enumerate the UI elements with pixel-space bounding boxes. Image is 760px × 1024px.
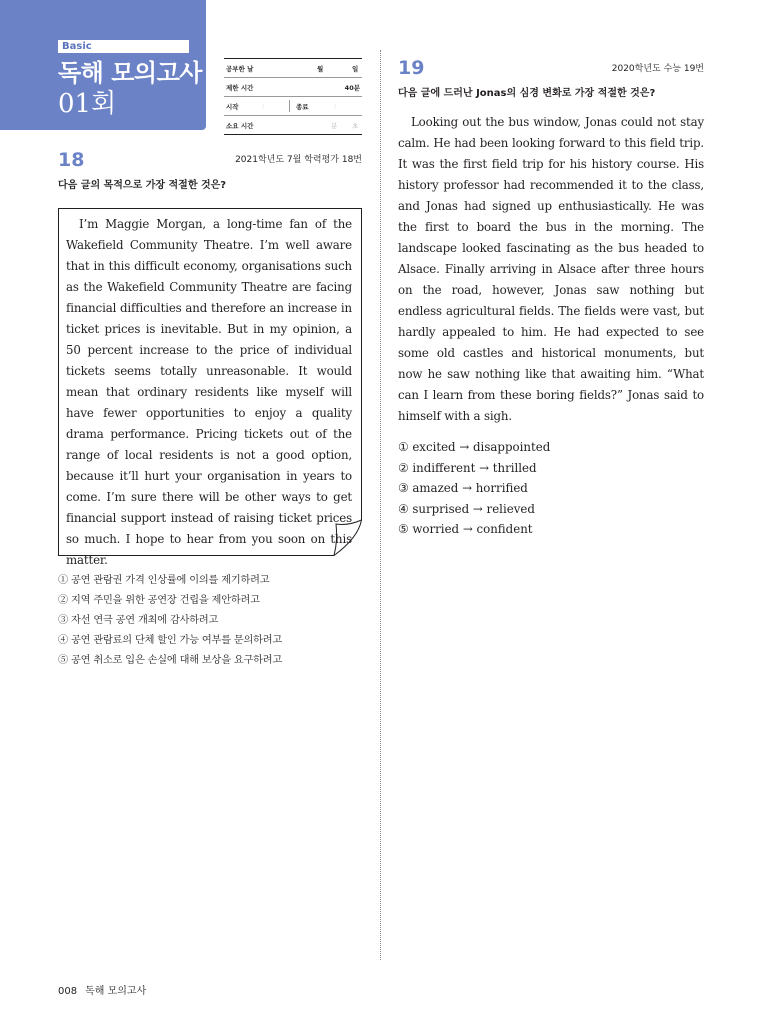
column-divider [380, 50, 381, 960]
question-18-choices [58, 571, 358, 671]
question-19-choice-3[interactable]: ③ amazed → horrified [398, 481, 528, 495]
elapsed-sec: 초 [352, 121, 359, 130]
question-18-source: 2021학년도 7월 학력평가 18번 [235, 155, 362, 165]
question-18-number: 18 [58, 149, 85, 171]
day-label: 일 [352, 64, 359, 73]
question-19-passage [398, 112, 704, 427]
level-tag: Basic [58, 40, 189, 53]
elapsed-min: 분 [331, 121, 338, 130]
question-19-choices [398, 437, 698, 540]
footer-label: 독해 모의고사 [85, 986, 147, 997]
elapsed-label: 소요 시간 [226, 121, 254, 130]
book-title: 독해 모의고사 [58, 59, 202, 87]
page-number: 008 [58, 986, 78, 997]
question-19-number: 19 [398, 57, 425, 79]
question-18-prompt: 다음 글의 목적으로 가장 적절한 것은? [58, 180, 227, 191]
study-date-label: 공부한 날 [226, 64, 254, 73]
start-label: 시작 [226, 102, 239, 111]
question-18-choice-4[interactable]: ④ 공연 관람료의 단체 할인 가능 여부를 문의하려고 [58, 635, 283, 646]
time-limit-label: 제한 시간 [226, 83, 254, 92]
start-colon: : [262, 102, 265, 110]
question-18-passage-box [58, 208, 362, 567]
study-record-table [224, 58, 362, 135]
start-end-divider [289, 100, 290, 112]
question-19-passage-text: Looking out the bus window, Jonas could not stay calm. He had been looking forward to this field trip. It was the first field trip for his history course. His history professor had recommended it to the class, and Jonas had signed up enthusiastically. He was the first to board the bus in the morning. The landscape looked fascinating as the bus headed to Alsace. Finally arriving in Alsace after three hours on the road, however, Jonas saw nothing but endless agricultural fields. The fields were vast, but hardly appealed to him. He had expected to see some old castles and historical monuments, but now he saw nothing like that awaiting him. “What can I learn from these boring fields?” Jonas said to himself with a sigh. [398, 115, 704, 423]
question-18-choice-3[interactable]: ③ 자선 연극 공연 개최에 감사하려고 [58, 615, 219, 626]
end-colon: : [334, 102, 337, 110]
question-18-passage-text: I’m Maggie Morgan, a long-time fan of the Wakefield Community Theatre. I’m well aware that in this difficult economy, organisations such as the Wakefield Community Theatre are facing financial difficulties and therefore an increase in ticket prices is inevitable. But in my opinion, a 50 percent increase to the price of individual tickets seems totally unreasonable. It would mean that ordinary residents like myself will have fewer opportunities to enjoy a quality drama performance. Pricing tickets out of the range of local residents is not a good option, because it’ll hurt your organisation in years to come. I’m sure there will be other ways to get financial support instead of raising ticket prices so much. I hope to hear from you soon on this matter. [66, 217, 352, 567]
question-19-choice-2[interactable]: ② indifferent → thrilled [398, 460, 537, 475]
question-19-choice-4[interactable]: ④ surprised → relieved [398, 501, 535, 516]
page-footer [58, 982, 146, 997]
header-banner [0, 0, 206, 130]
question-19-prompt: 다음 글에 드러난 Jonas의 심경 변화로 가장 적절한 것은? [398, 88, 656, 99]
end-label: 종료 [296, 102, 309, 111]
time-limit-value: 40분 [344, 83, 360, 92]
elapsed-row [224, 116, 362, 135]
month-label: 월 [317, 64, 324, 73]
question-18-choice-1[interactable]: ① 공연 관람권 가격 인상률에 이의를 제기하려고 [58, 575, 270, 586]
study-date-row [224, 58, 362, 78]
question-18-choice-5[interactable]: ⑤ 공연 취소로 입은 손실에 대해 보상을 요구하려고 [58, 655, 283, 666]
round-title: 01회 [58, 89, 117, 119]
time-limit-row [224, 78, 362, 97]
question-19-source: 2020학년도 수능 19번 [611, 64, 704, 74]
question-18-passage [66, 214, 352, 571]
start-end-row [224, 97, 362, 116]
question-19-choice-1[interactable]: ① excited → disappointed [398, 440, 551, 454]
question-19-choice-5[interactable]: ⑤ worried → confident [398, 522, 533, 536]
question-18-choice-2[interactable]: ② 지역 주민을 위한 공연장 건립을 제안하려고 [58, 595, 260, 606]
